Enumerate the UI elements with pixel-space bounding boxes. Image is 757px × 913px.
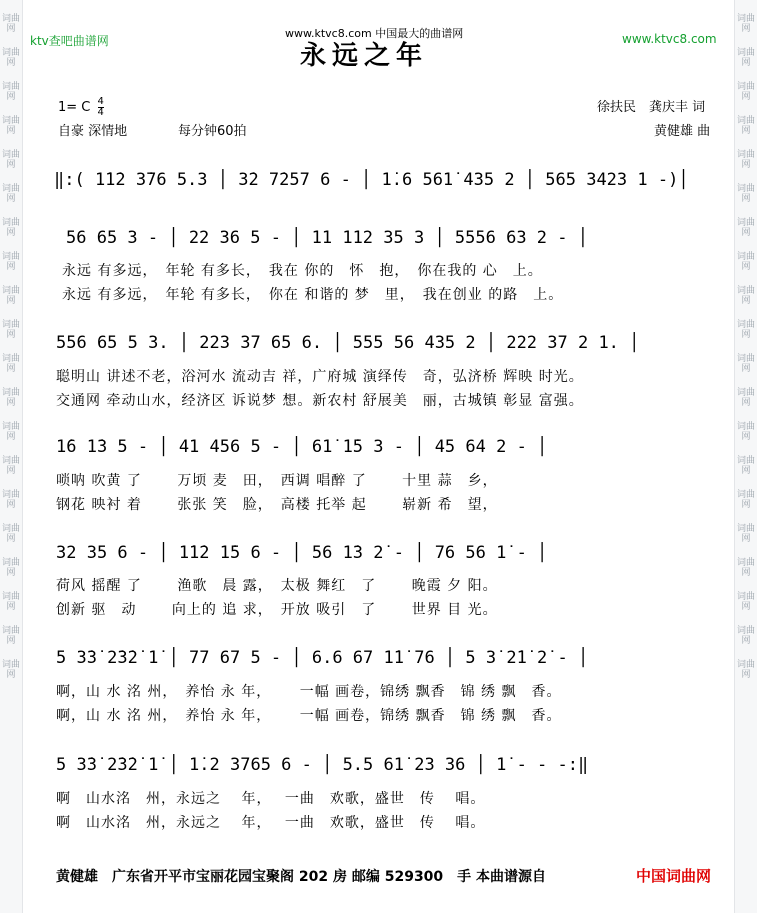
watermark-text: 词曲网 [1, 388, 20, 408]
watermark-text: 词曲网 [736, 286, 755, 306]
watermark-text: 词曲网 [1, 456, 20, 476]
watermark-text: 词曲网 [736, 388, 755, 408]
watermark-text: 词曲网 [736, 82, 755, 102]
watermark-text: 词曲网 [1, 592, 20, 612]
lyric-line-verse2: 啊，山 水 洺 州， 养怡 永 年， 一幅 画卷，锦绣 飘香 锦 绣 飘 香。 [56, 708, 562, 724]
watermark-text: 词曲网 [1, 116, 20, 136]
watermark-text: 词曲网 [736, 524, 755, 544]
lyric-line-verse2: 交通网 牵动山水，经济区 诉说梦 想。新农村 舒展美 丽，古城镇 彰显 富强。 [56, 393, 584, 409]
watermark-text: 词曲网 [736, 456, 755, 476]
site-tagline: www.ktvc8.com 中国最大的曲谱网 [285, 27, 464, 40]
footer-credit: 黄健雄 广东省开平市宝丽花园宝聚阁 202 房 邮编 529300 手 本曲谱源自 [56, 869, 547, 885]
watermark-text: 词曲网 [736, 422, 755, 442]
watermark-text: 词曲网 [1, 320, 20, 340]
watermark-text: 词曲网 [736, 14, 755, 34]
expression-mark: 自豪 深情地 [58, 124, 128, 139]
watermark-text: 词曲网 [1, 422, 20, 442]
right-watermark-strip [734, 0, 757, 913]
watermark-text: 词曲网 [1, 150, 20, 170]
time-signature [98, 97, 104, 118]
time-numerator: 4 [97, 96, 104, 107]
watermark-text: 词曲网 [736, 184, 755, 204]
score-line-notes: 1̇6 1̇3 5 - │ 41 456 5 - │ 61̇ 1̇5 3 - │ 45 64 2 - │ [56, 437, 548, 457]
lyricist-credit: 徐扶民 龚庆丰 词 [597, 100, 706, 115]
lyric-line-verse1: 聪明山 讲述不老，浴河水 流动吉 祥，广府城 演绎传 奇，弘济桥 辉映 时光。 [56, 369, 584, 385]
watermark-text: 词曲网 [736, 354, 755, 374]
lyric-line-verse2: 钢花 映衬 着 张张 笑 脸， 高楼 托举 起 崭新 希 望， [56, 497, 498, 513]
lyric-line-verse2: 永远 有多远， 年轮 有多长， 你在 和谐的 梦 里， 我在创业 的路 上。 [62, 287, 564, 303]
watermark-text: 词曲网 [1, 490, 20, 510]
watermark-text: 词曲网 [1, 558, 20, 578]
song-title: 永远之年 [300, 41, 429, 71]
score-line-notes: 5 3̇3̇ 2̇3̇2̇ 1̇ │ 77 67 5 - │ 6.6 67 1̇1̇ 76 │ 5 3̇ 2̇1̇ 2̇ - │ [56, 648, 589, 668]
watermark-text: 词曲网 [1, 524, 20, 544]
lyric-line-verse2: 创新 驱 动 向上的 追 求， 开放 吸引 了 世界 目 光。 [56, 602, 498, 618]
brand-link[interactable]: 中国词曲网 [636, 867, 712, 885]
score-line-notes: 56 65 3 - │ 22 36 5 - │ 11 112 35 3 │ 5556 63 2 - │ [66, 228, 588, 248]
watermark-text: 词曲网 [1, 218, 20, 238]
lyric-line-verse1: 唢呐 吹黄 了 万顷 麦 田， 西调 唱醉 了 十里 蒜 乡， [56, 473, 498, 489]
composer-credit: 黄健雄 曲 [654, 124, 711, 139]
watermark-text: 词曲网 [1, 14, 20, 34]
score-line-notes: 5 3̇3̇ 2̇3̇2̇ 1̇ │ 1̇.2 3765 6 - │ 5.5 61̇ 23 36 │ 1̇ - - -:‖ [56, 755, 589, 775]
watermark-text: 词曲网 [736, 660, 755, 680]
key-signature [58, 97, 104, 118]
watermark-text: 词曲网 [1, 626, 20, 646]
watermark-text: 词曲网 [736, 490, 755, 510]
watermark-text: 词曲网 [736, 116, 755, 136]
watermark-text: 词曲网 [1, 184, 20, 204]
lyric-line-verse1: 永远 有多远， 年轮 有多长， 我在 你的 怀 抱， 你在我的 心 上。 [62, 263, 543, 279]
score-line-notes: 32 35 6 - │ 1̇1̇2 1̇5 6 - │ 56 1̇3 2̇ - │ 76 56 1̇ - │ [56, 543, 548, 563]
watermark-text: 词曲网 [736, 48, 755, 68]
lyric-line-verse1: 啊，山 水 洺 州， 养怡 永 年， 一幅 画卷，锦绣 飘香 锦 绣 飘 香。 [56, 684, 562, 700]
watermark-text: 词曲网 [736, 558, 755, 578]
site-link-left[interactable]: ktv查吧曲谱网 [30, 34, 109, 48]
watermark-text: 词曲网 [1, 82, 20, 102]
watermark-text: 词曲网 [736, 150, 755, 170]
watermark-text: 词曲网 [1, 252, 20, 272]
watermark-text: 词曲网 [736, 592, 755, 612]
watermark-text: 词曲网 [1, 354, 20, 374]
left-watermark-strip [0, 0, 23, 913]
lyric-line-verse1: 啊 山水洺 州，永远之 年， 一曲 欢歌，盛世 传 唱。 [56, 791, 486, 807]
watermark-text: 词曲网 [1, 660, 20, 680]
score-line-intro: ‖:( 1̇1̇2 3̇76 5.3 │ 3̇2 7̇257 6 - │ 1̇.6 561̇ 435 2 │ 565 3423 1 -)│ [54, 170, 689, 190]
tempo-mark: 每分钟60拍 [178, 124, 247, 139]
watermark-text: 词曲网 [736, 626, 755, 646]
site-link-right[interactable]: www.ktvc8.com [622, 32, 717, 46]
lyric-line-verse2: 啊 山水洺 州，永远之 年， 一曲 欢歌，盛世 传 唱。 [56, 815, 486, 831]
key-label: 1= C [58, 100, 91, 115]
watermark-text: 词曲网 [1, 286, 20, 306]
watermark-text: 词曲网 [736, 218, 755, 238]
time-denominator: 4 [97, 107, 104, 118]
lyric-line-verse1: 荷风 摇醒 了 渔歌 晨 露， 太极 舞红 了 晚霞 夕 阳。 [56, 578, 498, 594]
watermark-text: 词曲网 [736, 252, 755, 272]
score-line-notes: 556 65 5 3. │ 223 37 65 6. │ 555 56 435 2 │ 222 37 2 1. │ [56, 333, 640, 353]
watermark-text: 词曲网 [1, 48, 20, 68]
watermark-text: 词曲网 [736, 320, 755, 340]
